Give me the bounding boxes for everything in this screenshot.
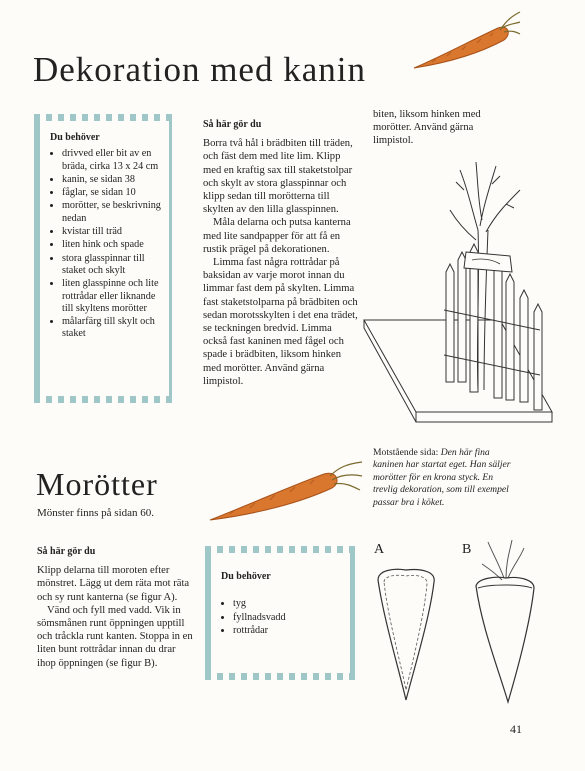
pattern-note: Mönster finns på sidan 60. — [37, 507, 155, 519]
carrot-illustration-middle — [206, 458, 366, 524]
instructions-heading: Så här gör du — [203, 119, 262, 130]
carrot-materials-heading: Du behöver — [221, 571, 271, 582]
materials-item: • målarfärg till skylt och staket — [62, 315, 163, 341]
instructions-column-2 — [373, 108, 513, 148]
carrot-illustration-top — [412, 6, 522, 76]
materials-item: • drivved eller bit av en bräda, cirka 13 x 24 cm — [62, 147, 163, 173]
figure-b-drawing — [468, 538, 548, 708]
instruction-paragraph: Måla delarna och putsa kanterna med lite sandpapper för att få en rustik prägel på dekorationen. — [203, 217, 351, 255]
caption-text: Den här fina kaninen har startat eget. Han säljer morötter för en krona styck. En trevlig dekoration, som till exempel passar bra i köket. — [373, 447, 511, 508]
materials-item: • morötter, se beskrivning nedan — [62, 199, 163, 225]
carrot-instructions-heading: Så här gör du — [37, 546, 96, 557]
instruction-paragraph: Borra två hål i brädbiten till träden, och fäst dem med lite lim. Klipp med en kraftig sax till staketstolpar och skylt av stora glasspinnar och klipp sedan till morötterna till skylten av den lilla glasspinnen. — [203, 138, 353, 216]
caption-prefix: Motstående sida: — [373, 447, 441, 458]
instruction-paragraph: Limma fast några rottrådar på baksidan av varje morot innan du limmar fast dem på skylten. Limma fast staketstolparna på brädbiten och sedan morotsskylten i det ena trädet, se teckningen bredvid. Limma också fast kaninen med fågel och spade i brädbiten, liksom hinken med morötter. Använd gärna limpistol. — [203, 257, 358, 387]
figure-a-label: A — [374, 542, 385, 557]
carrot-materials-list — [221, 597, 344, 637]
section-title: Morötter — [36, 466, 158, 502]
page-number: 41 — [510, 722, 522, 736]
materials-heading: Du behöver — [50, 132, 100, 143]
page-title: Dekoration med kanin — [33, 50, 366, 89]
materials-item: • liten glasspinne och lite rottrådar eller liknande till skyltens morötter — [62, 277, 163, 315]
materials-item: • kvistar till träd — [62, 225, 163, 238]
figure-a-drawing — [372, 566, 442, 706]
carrot-instruction-paragraph: Klipp delarna till moroten efter mönstret. Lägg ut dem räta mot räta och sy runt kanterna (se figur A). — [37, 565, 190, 603]
materials-item: • tyg — [233, 597, 344, 610]
materials-item: • stora glasspinnar till staket och skylt — [62, 252, 163, 278]
figure-b-label: B — [462, 542, 472, 557]
materials-item: • liten hink och spade — [62, 238, 163, 251]
carrot-instructions — [37, 545, 197, 670]
instruction-continuation: biten, liksom hinken med morötter. Använd gärna limpistol. — [373, 109, 481, 147]
materials-item: • rottrådar — [233, 624, 344, 637]
carrot-materials-box — [205, 546, 357, 680]
photo-caption — [373, 447, 513, 509]
carrot-instruction-paragraph: Vänd och fyll med vadd. Vik in sömsmånen runt öppningen upptill och tråckla runt kanten. Stoppa in en liten bunt rottrådar innan du drar ihop öppningen (se figur B). — [37, 604, 193, 669]
materials-box — [34, 114, 176, 403]
materials-item: • kanin, se sidan 38 — [62, 173, 163, 186]
materials-list — [50, 147, 163, 340]
fence-tree-illustration — [360, 160, 560, 430]
materials-item: • fåglar, se sidan 10 — [62, 186, 163, 199]
materials-item: • fyllnadsvadd — [233, 611, 344, 624]
